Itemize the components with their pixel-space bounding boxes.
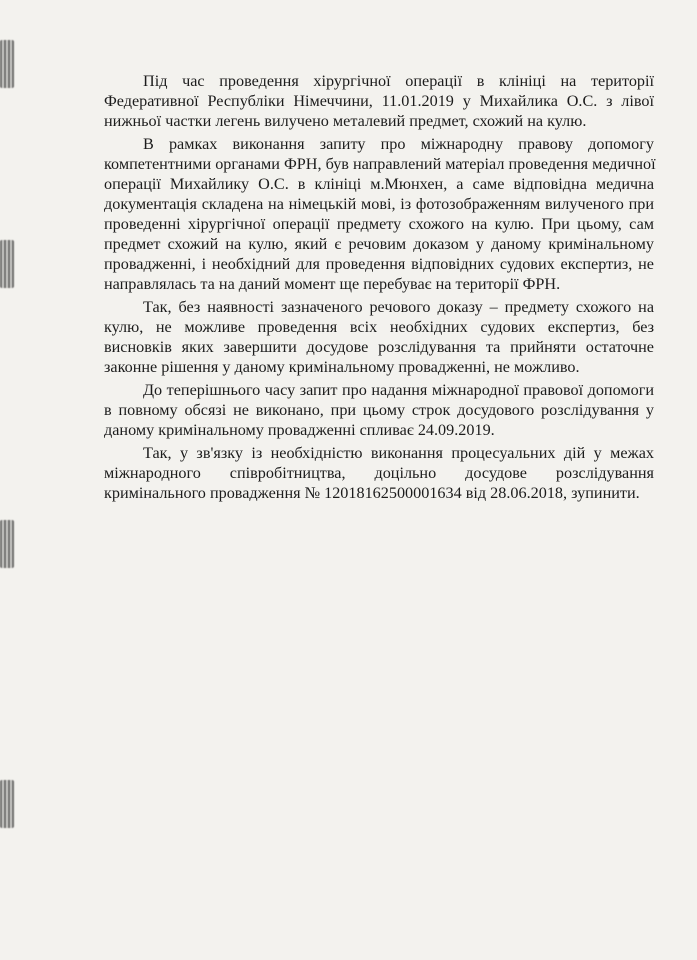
doc-line: документація складена на німецькій мові, із фотозображенням вилученого при — [104, 195, 654, 213]
doc-line: законне рішення у даному кримінальному провадженні, не можливо. — [104, 358, 580, 376]
binding-hole-mark — [0, 780, 14, 828]
binding-hole-mark — [0, 40, 14, 88]
doc-line: До теперішнього часу запит про надання міжнародної правової допомоги — [143, 381, 654, 399]
doc-line: операції Михайлику О.С. в клініці м.Мюнхен, а саме відповідна медична — [104, 175, 654, 193]
doc-line: кримінального провадження № 12018162500001634 від 28.06.2018, зупинити. — [104, 484, 640, 502]
doc-line: в повному обсязі не виконано, при цьому строк досудового розслідування у — [104, 401, 654, 419]
doc-line: В рамках виконання запиту про міжнародну правову допомогу — [143, 135, 654, 153]
doc-line: Так, без наявності зазначеного речового доказу – предмету схожого на — [143, 298, 654, 316]
doc-line: Під час проведення хірургічної операції в клініці на території — [143, 72, 654, 90]
doc-line: даному кримінальному провадженні спливає 24.09.2019. — [104, 421, 495, 439]
doc-line: висновків яких завершити досудове розслідування та прийняти остаточне — [104, 338, 654, 356]
doc-line: кулю, не можливе проведення всіх необхідних судових експертиз, без — [104, 318, 654, 336]
doc-line: Так, у зв'язку із необхідністю виконання процесуальних дій у межах — [143, 444, 654, 462]
doc-line: компетентними органами ФРН, був направлений матеріал проведення медичної — [104, 155, 656, 173]
binding-hole-mark — [0, 240, 14, 288]
doc-line: проведенні хірургічної операції предмету схожого на кулю. При цьому, сам — [104, 215, 654, 233]
doc-line: міжнародного співробітництва, доцільно досудове розслідування — [104, 464, 654, 482]
binding-hole-mark — [0, 520, 14, 568]
doc-line: направлялась та на даний момент ще перебуває на території ФРН. — [104, 275, 561, 293]
doc-line: Федеративної Республіки Німеччини, 11.01.2019 у Михайлика О.С. з лівої — [104, 92, 654, 110]
doc-line: предмет схожий на кулю, який є речовим доказом у даному кримінальному — [104, 235, 654, 253]
doc-line: нижньої частки легень вилучено металевий предмет, схожий на кулю. — [104, 112, 587, 130]
doc-line: провадженні, і необхідний для проведення відповідних судових експертиз, не — [104, 255, 654, 273]
